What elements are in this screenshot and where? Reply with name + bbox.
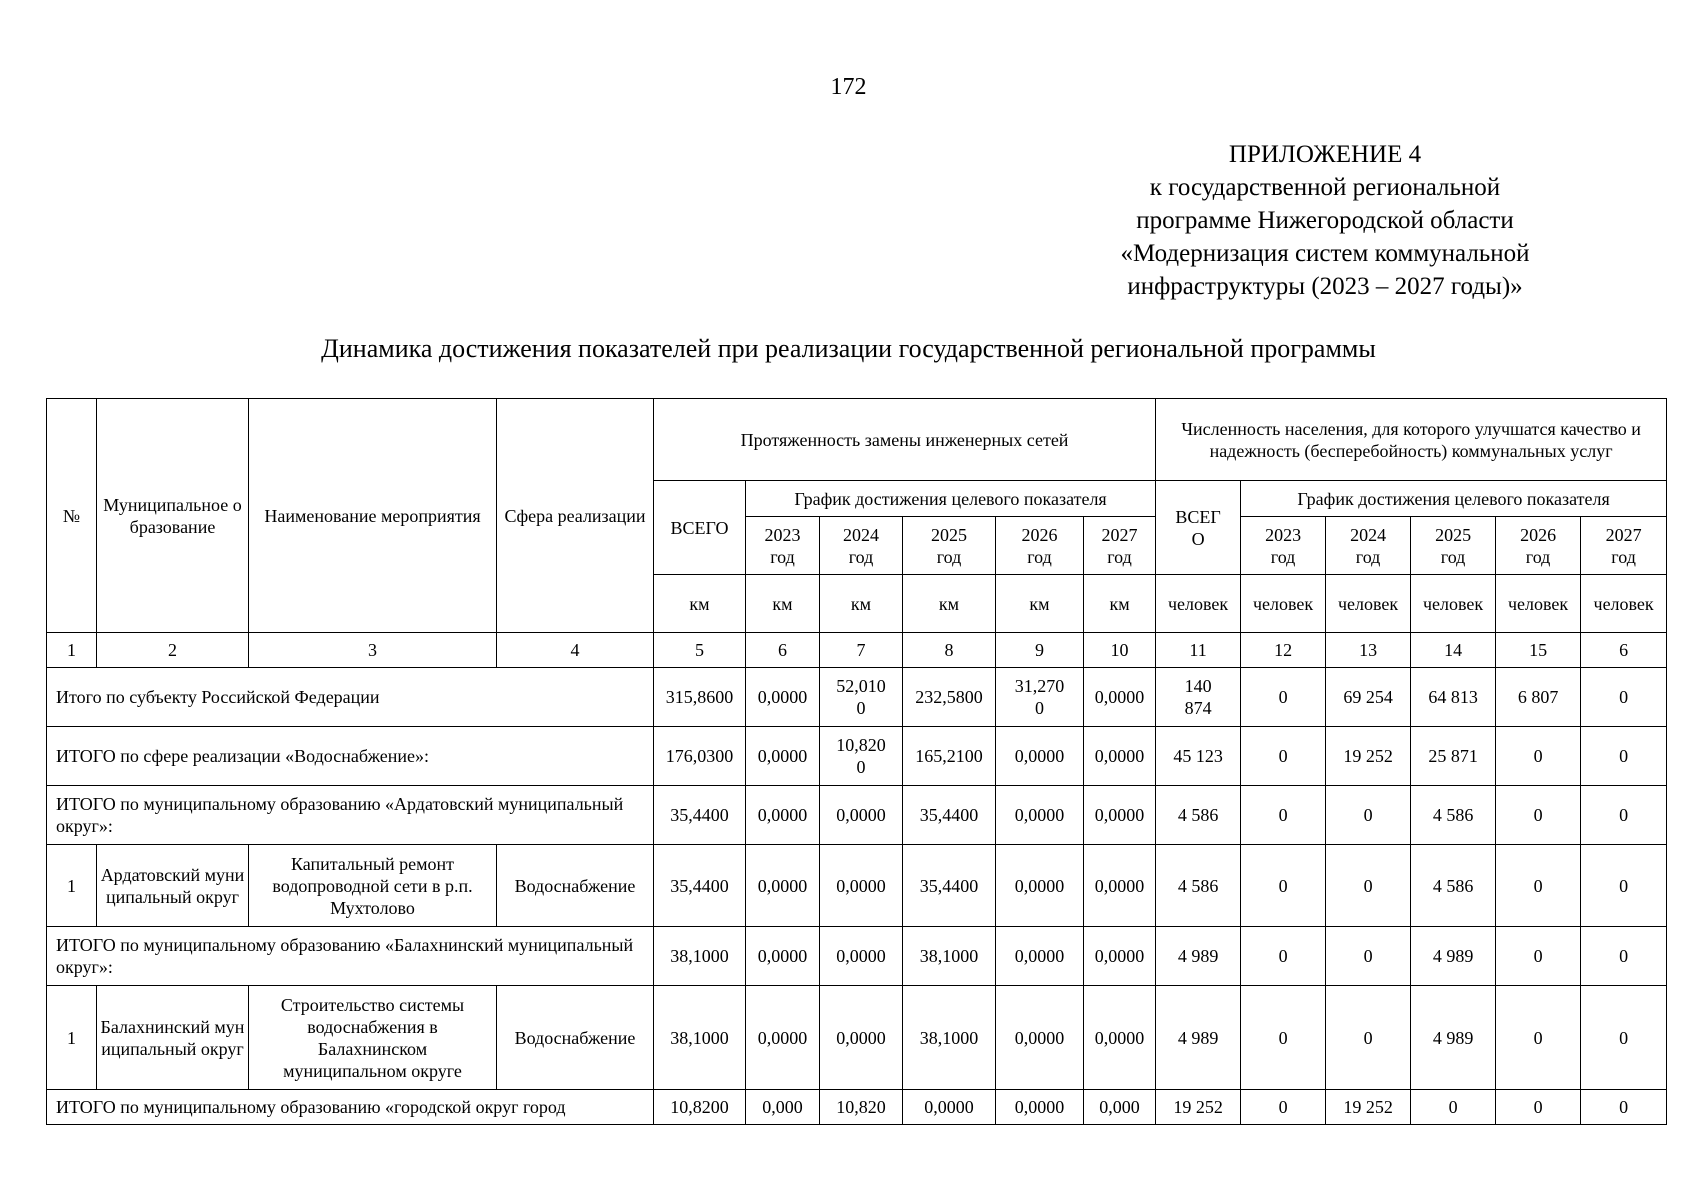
row-num: 1: [47, 986, 97, 1090]
value-people: 0: [1241, 927, 1326, 986]
value-people: 0: [1581, 668, 1667, 727]
indicators-table: [46, 398, 1667, 1125]
value-total-people: 4 586: [1156, 845, 1241, 927]
column-number: 14: [1411, 633, 1496, 668]
value-people: 0: [1581, 786, 1667, 845]
value-people: 0: [1581, 1090, 1667, 1125]
value-people: 0: [1581, 727, 1667, 786]
value-km: 31,2700: [996, 668, 1084, 727]
value-km: 0,0000: [746, 727, 820, 786]
value-people: 0: [1496, 1090, 1581, 1125]
column-number: 2: [97, 633, 249, 668]
value-km: 0,0000: [903, 1090, 996, 1125]
row-label: ИТОГО по муниципальному образованию «Ардатовский муниципальный округ»:: [47, 786, 654, 845]
value-km: 0,0000: [996, 1090, 1084, 1125]
row-label: ИТОГО по муниципальному образованию «городской округ город: [47, 1090, 654, 1125]
value-total-people: 19 252: [1156, 1090, 1241, 1125]
measure-row: [47, 986, 1667, 1090]
value-km: 0,0000: [1084, 668, 1156, 727]
value-people: 0: [1241, 727, 1326, 786]
row-sphere: Водоснабжение: [497, 986, 654, 1090]
value-people: 69 254: [1326, 668, 1411, 727]
header-row: [47, 399, 1667, 481]
value-km: 38,1000: [903, 927, 996, 986]
value-people: 0: [1241, 845, 1326, 927]
header-year: 2023 год: [746, 517, 820, 575]
value-km: 0,0000: [820, 986, 903, 1090]
value-people: 0: [1581, 845, 1667, 927]
column-number: 10: [1084, 633, 1156, 668]
unit-km: км: [1084, 575, 1156, 633]
measure-row: [47, 845, 1667, 927]
value-total-km: 10,8200: [654, 1090, 746, 1125]
column-number: 1: [47, 633, 97, 668]
unit-km: км: [996, 575, 1084, 633]
total-row: [47, 927, 1667, 986]
column-number: 12: [1241, 633, 1326, 668]
value-total-people: 4 586: [1156, 786, 1241, 845]
appendix-line: инфраструктуры (2023 – 2027 годы)»: [1127, 273, 1523, 300]
value-km: 35,4400: [903, 786, 996, 845]
header-year: 2026 год: [996, 517, 1084, 575]
value-km: 0,0000: [996, 727, 1084, 786]
column-numbers-row: [47, 633, 1667, 668]
value-people: 4 586: [1411, 845, 1496, 927]
value-km: 165,2100: [903, 727, 996, 786]
value-km: 232,5800: [903, 668, 996, 727]
value-km: 10,8200: [820, 727, 903, 786]
value-people: 0: [1411, 1090, 1496, 1125]
value-people: 0: [1241, 986, 1326, 1090]
row-measure: Капитальный ремонт водопроводной сети в р.п. Мухтолово: [249, 845, 497, 927]
column-number: 5: [654, 633, 746, 668]
value-km: 0,0000: [746, 668, 820, 727]
appendix-line: «Модернизация систем коммунальной: [1120, 240, 1530, 267]
value-km: 0,000: [746, 1090, 820, 1125]
value-people: 19 252: [1326, 727, 1411, 786]
unit-km: км: [903, 575, 996, 633]
unit-people: человек: [1241, 575, 1326, 633]
header-num: №: [47, 399, 97, 633]
value-km: 0,0000: [820, 927, 903, 986]
header-sphere: Сфера реализации: [497, 399, 654, 633]
appendix-line: ПРИЛОЖЕНИЕ 4: [1228, 141, 1422, 168]
row-measure: Строительство системы водоснабжения в Балахнинском муниципальном округе: [249, 986, 497, 1090]
value-people: 19 252: [1326, 1090, 1411, 1125]
value-km: 52,0100: [820, 668, 903, 727]
page-number: 172: [830, 74, 867, 100]
unit-people: человек: [1326, 575, 1411, 633]
header-year: 2024 год: [1326, 517, 1411, 575]
value-total-people: 140 874: [1156, 668, 1241, 727]
header-year: 2025 год: [1411, 517, 1496, 575]
total-row: [47, 786, 1667, 845]
value-total-people: 4 989: [1156, 986, 1241, 1090]
value-total-km: 315,8600: [654, 668, 746, 727]
value-people: 4 989: [1411, 927, 1496, 986]
header-schedule-people: График достижения целевого показателя: [1241, 481, 1667, 517]
unit-km: км: [746, 575, 820, 633]
value-km: 0,0000: [746, 927, 820, 986]
value-people: 6 807: [1496, 668, 1581, 727]
value-km: 0,0000: [746, 986, 820, 1090]
value-km: 0,0000: [996, 845, 1084, 927]
header-year: 2027 год: [1581, 517, 1667, 575]
row-label: Итого по субъекту Российской Федерации: [47, 668, 654, 727]
value-people: 4 989: [1411, 986, 1496, 1090]
value-km: 35,4400: [903, 845, 996, 927]
value-km: 0,0000: [996, 927, 1084, 986]
header-year: 2023 год: [1241, 517, 1326, 575]
value-km: 0,0000: [746, 845, 820, 927]
value-km: 0,0000: [1084, 927, 1156, 986]
column-number: 7: [820, 633, 903, 668]
row-municipality: Балахнинский муниципальный округ: [97, 986, 249, 1090]
value-people: 0: [1326, 986, 1411, 1090]
value-people: 0: [1496, 927, 1581, 986]
value-total-km: 35,4400: [654, 845, 746, 927]
value-total-km: 38,1000: [654, 986, 746, 1090]
header-population-group: Численность населения, для которого улучшатся качество и надежность (бесперебойность) коммунальных услуг: [1156, 399, 1667, 481]
unit-people: человек: [1496, 575, 1581, 633]
value-km: 0,0000: [820, 845, 903, 927]
value-people: 0: [1241, 1090, 1326, 1125]
value-km: 38,1000: [903, 986, 996, 1090]
unit-people: человек: [1156, 575, 1241, 633]
row-label: ИТОГО по муниципальному образованию «Балахнинский муниципальный округ»:: [47, 927, 654, 986]
row-sphere: Водоснабжение: [497, 845, 654, 927]
value-people: 25 871: [1411, 727, 1496, 786]
value-km: 0,0000: [996, 786, 1084, 845]
column-number: 6: [1581, 633, 1667, 668]
header-year: 2026 год: [1496, 517, 1581, 575]
value-km: 0,0000: [996, 986, 1084, 1090]
header-year: 2024 год: [820, 517, 903, 575]
column-number: 6: [746, 633, 820, 668]
document-title: Динамика достижения показателей при реализации государственной региональной программы: [321, 334, 1376, 363]
value-km: 0,0000: [1084, 786, 1156, 845]
appendix-line: программе Нижегородской области: [1136, 207, 1514, 234]
unit-km: км: [654, 575, 746, 633]
header-length-group: Протяженность замены инженерных сетей: [654, 399, 1156, 481]
header-total-km: ВСЕГО: [654, 481, 746, 575]
column-number: 15: [1496, 633, 1581, 668]
value-km: 0,0000: [1084, 727, 1156, 786]
value-people: 0: [1496, 986, 1581, 1090]
value-people: 0: [1241, 786, 1326, 845]
header-total-people: ВСЕГО: [1156, 481, 1241, 575]
row-municipality: Ардатовский муниципальный округ: [97, 845, 249, 927]
header-measure: Наименование мероприятия: [249, 399, 497, 633]
row-num: 1: [47, 845, 97, 927]
value-total-km: 176,0300: [654, 727, 746, 786]
header-year: 2025 год: [903, 517, 996, 575]
value-km: 0,0000: [1084, 845, 1156, 927]
value-km: 0,0000: [820, 786, 903, 845]
value-km: 10,820: [820, 1090, 903, 1125]
value-people: 0: [1496, 727, 1581, 786]
total-row: [47, 727, 1667, 786]
unit-people: человек: [1411, 575, 1496, 633]
value-people: 4 586: [1411, 786, 1496, 845]
total-row: [47, 1090, 1667, 1125]
unit-people: человек: [1581, 575, 1667, 633]
appendix-line: к государственной региональной: [1149, 174, 1501, 201]
header-year: 2027 год: [1084, 517, 1156, 575]
value-people: 0: [1326, 786, 1411, 845]
column-number: 3: [249, 633, 497, 668]
value-total-people: 4 989: [1156, 927, 1241, 986]
value-km: 0,0000: [1084, 986, 1156, 1090]
row-label: ИТОГО по сфере реализации «Водоснабжение»:: [47, 727, 654, 786]
value-total-km: 38,1000: [654, 927, 746, 986]
value-people: 0: [1496, 845, 1581, 927]
value-km: 0,000: [1084, 1090, 1156, 1125]
value-people: 0: [1241, 668, 1326, 727]
value-total-km: 35,4400: [654, 786, 746, 845]
column-number: 9: [996, 633, 1084, 668]
value-people: 0: [1581, 927, 1667, 986]
column-number: 11: [1156, 633, 1241, 668]
header-municipality: Муниципальное образование: [97, 399, 249, 633]
value-km: 0,0000: [746, 786, 820, 845]
column-number: 13: [1326, 633, 1411, 668]
value-people: 0: [1496, 786, 1581, 845]
column-number: 4: [497, 633, 654, 668]
value-people: 0: [1581, 986, 1667, 1090]
total-row: [47, 668, 1667, 727]
unit-km: км: [820, 575, 903, 633]
value-total-people: 45 123: [1156, 727, 1241, 786]
appendix-heading: [1095, 138, 1555, 303]
header-schedule-km: График достижения целевого показателя: [746, 481, 1156, 517]
value-people: 0: [1326, 927, 1411, 986]
value-people: 64 813: [1411, 668, 1496, 727]
column-number: 8: [903, 633, 996, 668]
value-people: 0: [1326, 845, 1411, 927]
